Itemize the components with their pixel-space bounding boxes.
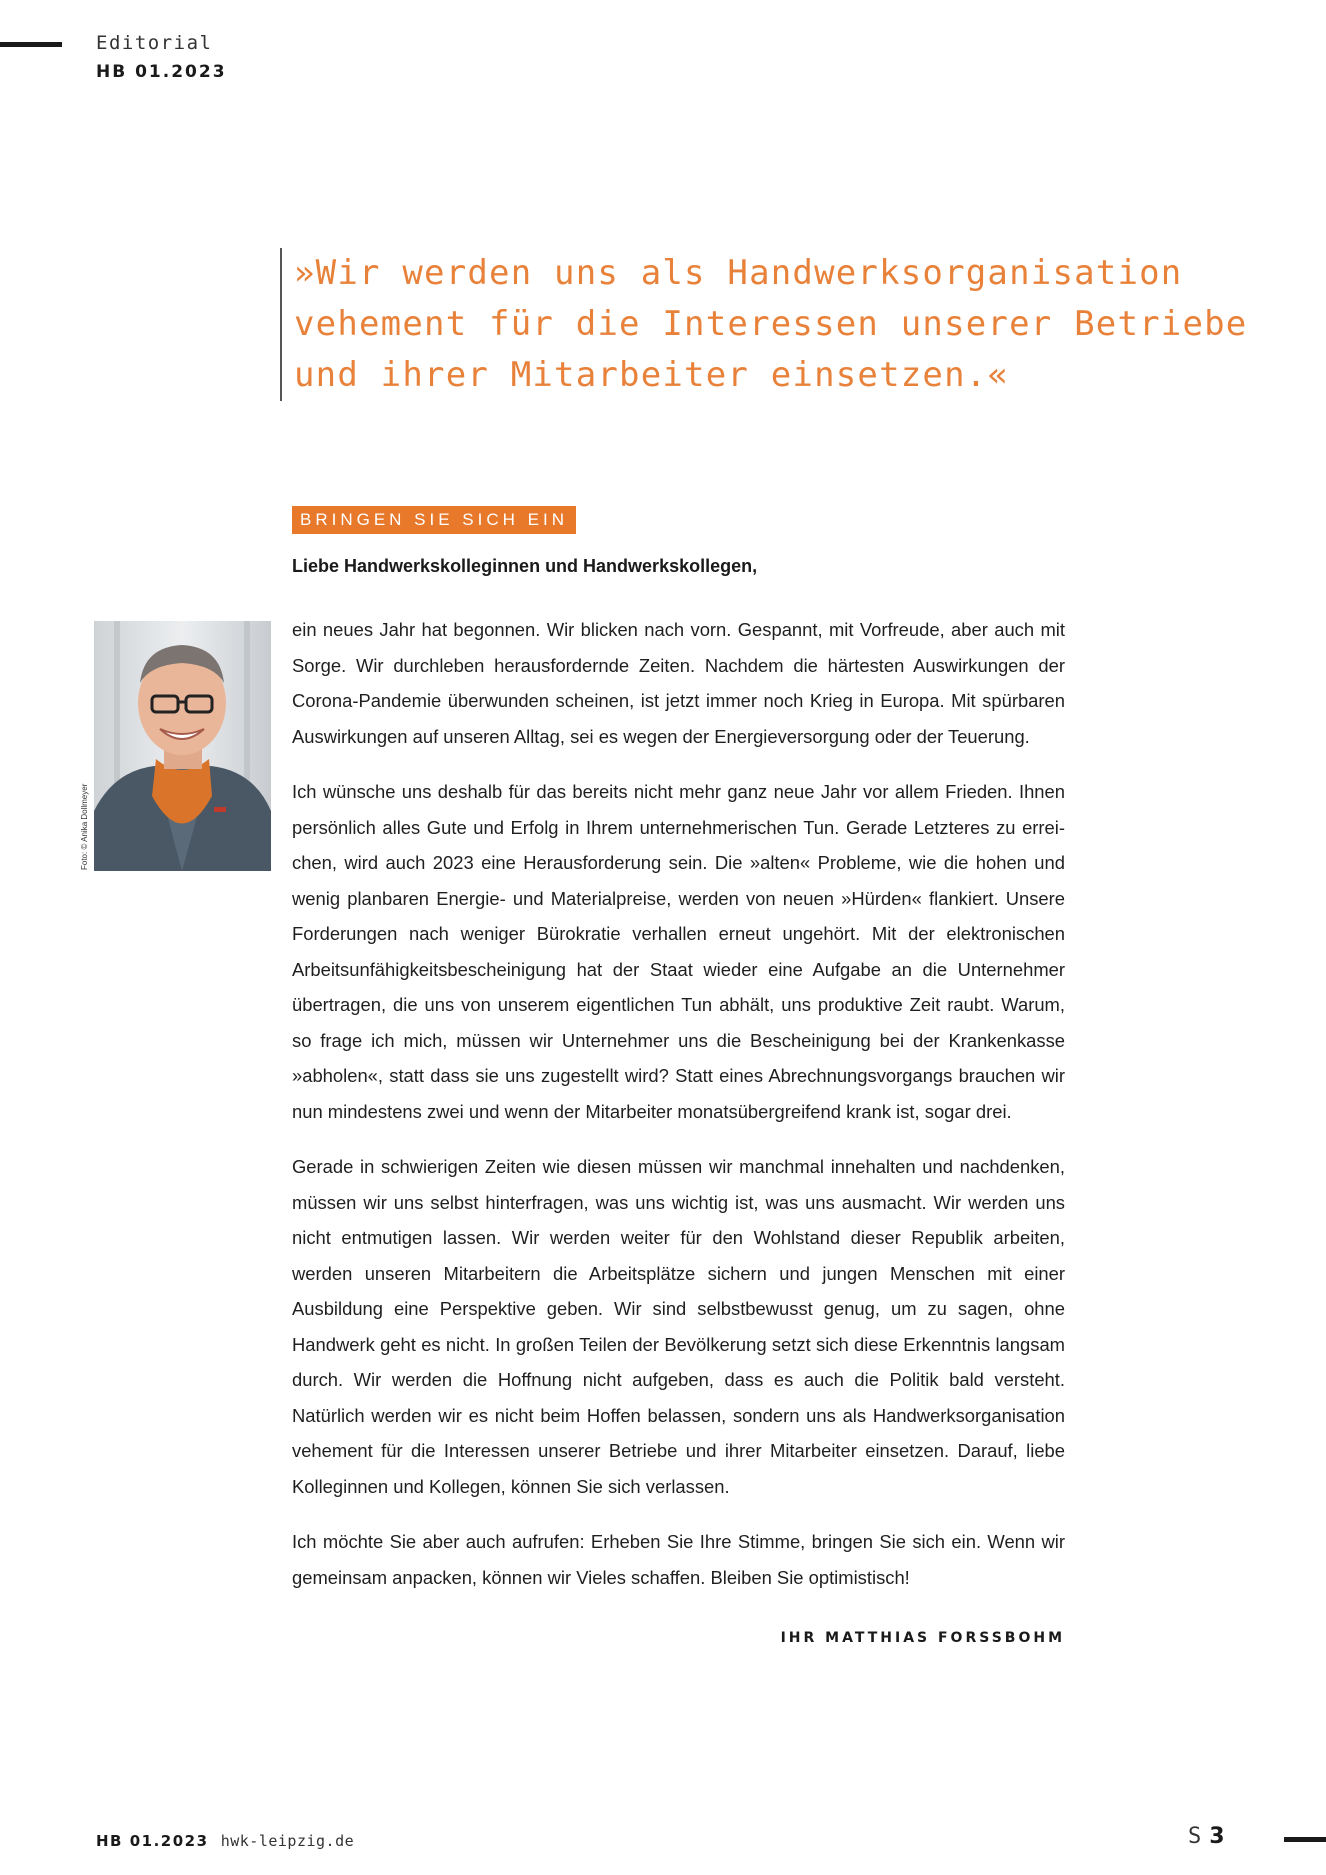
footer-issue: HB 01.2023 xyxy=(96,1832,209,1850)
page-number xyxy=(1188,1824,1225,1849)
author-photo xyxy=(94,621,271,871)
footer xyxy=(96,1832,354,1850)
salutation: Liebe Handwerkskolleginnen und Handwerkskollegen, xyxy=(292,556,758,576)
signature: IHR MATTHIAS FORSSBOHM xyxy=(780,1630,1065,1646)
quote-line: »Wir werden uns als Handwerksorganisation xyxy=(294,253,1183,293)
footer-rule xyxy=(1284,1837,1326,1842)
section-tag: BRINGEN SIE SICH EIN xyxy=(292,506,576,534)
issue-label: HB 01.2023 xyxy=(96,62,227,82)
page-prefix: S xyxy=(1188,1824,1202,1849)
section-label: Editorial xyxy=(96,32,213,54)
body-paragraph: Ich möchte Sie aber auch aufrufen: Erheben Sie Ihre Stimme, bringen Sie sich ein. Wenn wir gemeinsam anpacken, können wir Vieles schaffen. Bleiben Sie optimistisch! xyxy=(292,1531,1065,1588)
quote-line: vehement für die Interessen unserer Betriebe xyxy=(294,304,1248,344)
quote-line: und ihrer Mitarbeiter einsetzen.« xyxy=(294,355,1010,395)
body-paragraph: Ich wünsche uns deshalb für das bereits nicht mehr ganz neue Jahr vor allem Frieden. Ihnen persönlich alles Gute und Erfolg in Ihrem unternehmerischen Tun. Gerade Letzteres zu errei-chen, wird auch 2023 eine Herausforderung sein. Die »alten« Probleme, wie die hohen und wenig planbaren Energie- und Materialpreise, werden von neuen »Hürden« flankiert. Unsere Forderungen nach weniger Bürokratie verhallen erneut ungehört. Mit der elektronischen Arbeitsunfähigkeitsbescheinigung hat der Staat wieder eine Aufgabe an die Unternehmer übertragen, die uns von unserem eigentlichen Tun abhält, uns produktive Zeit raubt. Warum, so frage ich mich, müssen wir Unternehmer uns die Bescheinigung bei der Krankenkasse »abholen«, statt dass sie uns zugestellt wird? Statt eines Abrechnungsvorgangs brauchen wir nun mindestens zwei und wenn der Mitarbeiter monatsübergreifend krank ist, sogar drei. xyxy=(292,781,1065,1122)
header-rule xyxy=(0,42,62,47)
body-paragraph: Gerade in schwierigen Zeiten wie diesen müssen wir manchmal innehalten und nachdenken, müssen wir uns selbst hinterfragen, was uns wichtig ist, was uns ausmacht. Wir werden uns nicht entmutigen lassen. Wir werden weiter für den Wohlstand dieser Republik arbeiten, werden unseren Mitarbeitern die Arbeitsplätze sichern und jungen Menschen mit einer Ausbildung eine Perspektive geben. Wir sind selbstbewusst genug, um zu sagen, ohne Handwerk geht es nicht. In großen Teilen der Bevölkerung setzt sich diese Erkenntnis langsam durch. Wir werden die Hoffnung nicht aufgeben, dass es auch die Politik bald versteht. Natürlich werden wir es nicht beim Hoffen belassen, sondern uns als Handwerksorganisation vehement für die Interessen unserer Betriebe und ihrer Mitarbeiter einsetzen. Darauf, liebe Kolleginnen und Kollegen, können Sie sich verlassen. xyxy=(292,1156,1065,1497)
article-body xyxy=(292,612,1065,1615)
pull-quote xyxy=(280,248,1254,401)
page-number-value: 3 xyxy=(1209,1824,1225,1849)
body-paragraph: ein neues Jahr hat begonnen. Wir blicken nach vorn. Gespannt, mit Vorfreude, aber auch mit Sorge. Wir durchleben herausfordernde Zeiten. Nachdem die härtesten Auswirkungen der Corona-Pandemie überwunden scheinen, ist jetzt immer noch Krieg in Europa. Mit spürbaren Auswirkungen auf unseren Alltag, sei es wegen der Energieversorgung oder der Teuerung. xyxy=(292,619,1065,747)
footer-url[interactable]: hwk-leipzig.de xyxy=(220,1832,355,1850)
photo-credit: Foto: © Anika Dollmeyer xyxy=(80,783,89,870)
